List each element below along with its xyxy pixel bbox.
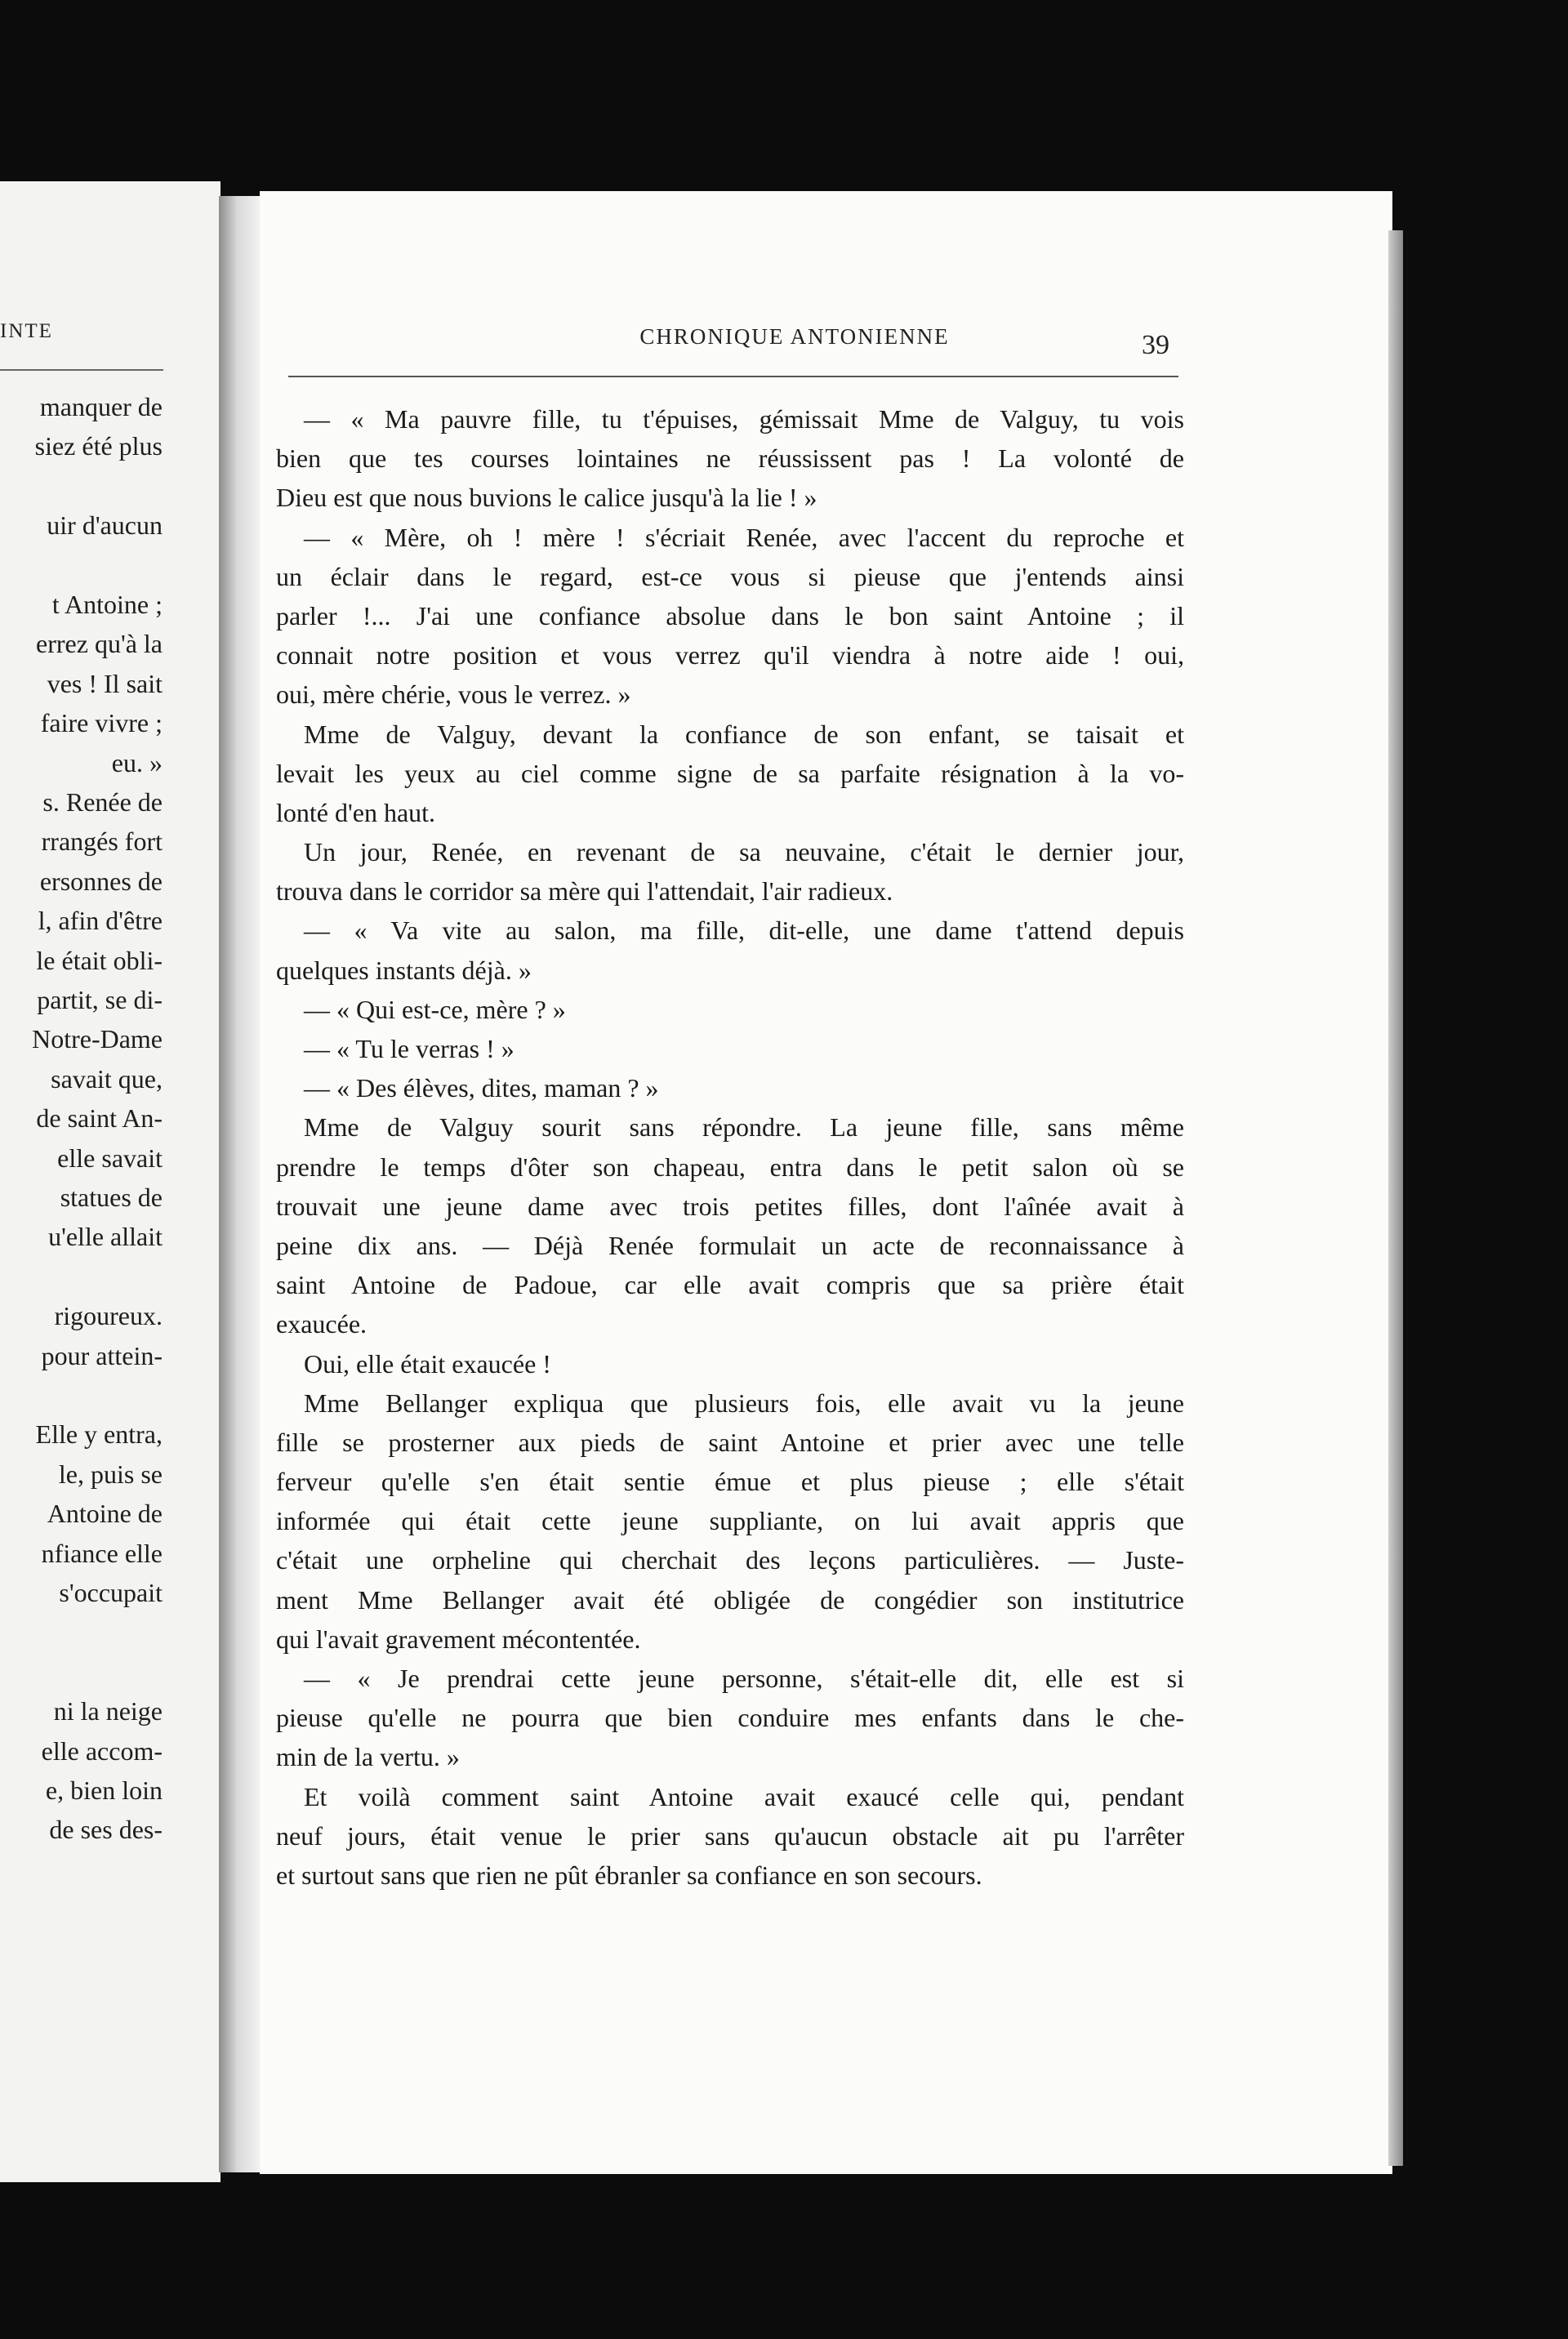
- book-gutter: [219, 196, 260, 2172]
- text-line: — « Va vite au salon, ma fille, dit-elle, une dame t'attend depuis: [304, 916, 1184, 946]
- previous-page-line: Antoine de: [47, 1499, 163, 1529]
- previous-page-rule: [0, 369, 163, 371]
- text-line: neuf jours, était venue le prier sans qu'aucun obstacle ait pu l'arrêter: [276, 1820, 1184, 1851]
- previous-page-line: siez été plus: [34, 431, 163, 461]
- text-line: min de la vertu. »: [276, 1742, 460, 1772]
- previous-page-line: savait que,: [51, 1063, 163, 1094]
- previous-page-line: rigoureux.: [54, 1301, 163, 1331]
- text-line: fille se prosterner aux pieds de saint Antoine et prier avec une telle: [276, 1427, 1184, 1457]
- previous-page-line: manquer de: [39, 392, 163, 421]
- previous-page-line: uir d'aucun: [47, 510, 163, 541]
- text-line: — « Qui est-ce, mère ? »: [304, 994, 566, 1024]
- previous-page-line: nfiance elle: [41, 1538, 163, 1568]
- text-line: oui, mère chérie, vous le verrez. »: [276, 679, 631, 710]
- previous-page-line: de ses des-: [49, 1815, 163, 1845]
- header-rule: [288, 376, 1178, 377]
- previous-page-line: pour attein-: [41, 1340, 163, 1370]
- text-line: peine dix ans. — Déjà Renée formulait un acte de reconnaissance à: [276, 1230, 1184, 1260]
- text-line: pieuse qu'elle ne pourra que bien conduire mes enfants dans le che-: [276, 1703, 1184, 1733]
- text-line: Et voilà comment saint Antoine avait exaucé celle qui, pendant: [304, 1781, 1184, 1811]
- previous-page-running-head: INTE: [0, 320, 53, 342]
- previous-page-line: s. Renée de: [42, 787, 163, 817]
- previous-page-line: faire vivre ;: [40, 708, 163, 738]
- text-line: — « Des élèves, dites, maman ? »: [304, 1073, 659, 1103]
- page: [260, 191, 1392, 2174]
- page-number: 39: [1142, 330, 1169, 360]
- text-line: Oui, elle était exaucée !: [304, 1348, 551, 1379]
- previous-page-line: rrangés fort: [41, 826, 163, 857]
- text-line: — « Mère, oh ! mère ! s'écriait Renée, avec l'accent du reproche et: [304, 522, 1184, 552]
- previous-page-line: de saint An-: [36, 1103, 163, 1134]
- previous-page-line: statues de: [60, 1183, 163, 1212]
- text-line: Mme Bellanger expliqua que plusieurs fois, elle avait vu la jeune: [304, 1388, 1184, 1418]
- text-line: parler !... J'ai une confiance absolue dans le bon saint Antoine ; il: [276, 600, 1184, 630]
- text-line: bien que tes courses lointaines ne réussissent pas ! La volonté de: [276, 443, 1184, 474]
- text-line: levait les yeux au ciel comme signe de sa parfaite résignation à la vo-: [276, 758, 1184, 788]
- previous-page-line: errez qu'à la: [36, 629, 163, 659]
- previous-page-line: Elle y entra,: [35, 1419, 163, 1450]
- text-line: prendre le temps d'ôter son chapeau, entra dans le petit salon où se: [276, 1152, 1184, 1182]
- text-line: saint Antoine de Padoue, car elle avait compris que sa prière était: [276, 1270, 1184, 1300]
- text-line: un éclair dans le regard, est-ce vous si pieuse que j'entends ainsi: [276, 561, 1184, 591]
- text-line: Dieu est que nous buvions le calice jusqu'à la lie ! »: [276, 483, 817, 513]
- previous-page-line: t Antoine ;: [51, 590, 163, 619]
- text-line: et surtout sans que rien ne pût ébranler sa confiance en son secours.: [276, 1860, 982, 1890]
- text-line: Un jour, Renée, en revenant de sa neuvaine, c'était le dernier jour,: [304, 837, 1184, 867]
- text-line: — « Tu le verras ! »: [304, 1034, 514, 1063]
- previous-page-line: le, puis se: [58, 1459, 163, 1489]
- previous-page-line: e, bien loin: [45, 1775, 163, 1805]
- text-line: quelques instants déjà. »: [276, 955, 532, 985]
- previous-page-line: le était obli-: [36, 945, 163, 975]
- text-line: — « Ma pauvre fille, tu t'épuises, gémissait Mme de Valguy, tu vois: [304, 404, 1184, 434]
- previous-page-line: Notre-Dame: [32, 1024, 163, 1054]
- previous-page-line: ersonnes de: [39, 866, 163, 896]
- previous-page-line: partit, se di-: [37, 985, 163, 1014]
- text-line: informée qui était cette jeune suppliante, on lui avait appris que: [276, 1506, 1184, 1536]
- previous-page-line: s'occupait: [59, 1578, 163, 1607]
- previous-page-line: elle accom-: [41, 1735, 163, 1766]
- previous-page-line: u'elle allait: [48, 1222, 163, 1252]
- previous-page-line: l, afin d'être: [38, 906, 163, 936]
- body-text: [276, 399, 1184, 1895]
- previous-page-line: ves ! Il sait: [47, 668, 163, 698]
- text-line: Mme de Valguy, devant la confiance de son enfant, se taisait et: [304, 719, 1184, 749]
- text-line: qui l'avait gravement mécontentée.: [276, 1624, 641, 1654]
- text-line: c'était une orpheline qui cherchait des leçons particulières. — Juste-: [276, 1545, 1184, 1575]
- text-line: connait notre position et vous verrez qu'il viendra à notre aide ! oui,: [276, 640, 1184, 671]
- text-line: trouvait une jeune dame avec trois petites filles, dont l'aînée avait à: [276, 1191, 1184, 1221]
- text-line: ment Mme Bellanger avait été obligée de congédier son institutrice: [276, 1584, 1184, 1615]
- running-head: CHRONIQUE ANTONIENNE: [639, 324, 950, 349]
- text-line: lonté d'en haut.: [276, 797, 436, 827]
- previous-page-line: elle savait: [57, 1143, 163, 1173]
- text-line: trouva dans le corridor sa mère qui l'attendait, l'air radieux.: [276, 876, 893, 907]
- text-line: ferveur qu'elle s'en était sentie émue et plus pieuse ; elle s'était: [276, 1467, 1184, 1497]
- text-line: exaucée.: [276, 1309, 368, 1339]
- text-line: — « Je prendrai cette jeune personne, s'était-elle dit, elle est si: [304, 1664, 1184, 1693]
- previous-page: [0, 181, 220, 2182]
- page-edge: [1388, 230, 1403, 2166]
- text-line: Mme de Valguy sourit sans répondre. La jeune fille, sans même: [304, 1112, 1184, 1143]
- previous-page-line: ni la neige: [53, 1696, 163, 1726]
- previous-page-line: eu. »: [111, 747, 163, 777]
